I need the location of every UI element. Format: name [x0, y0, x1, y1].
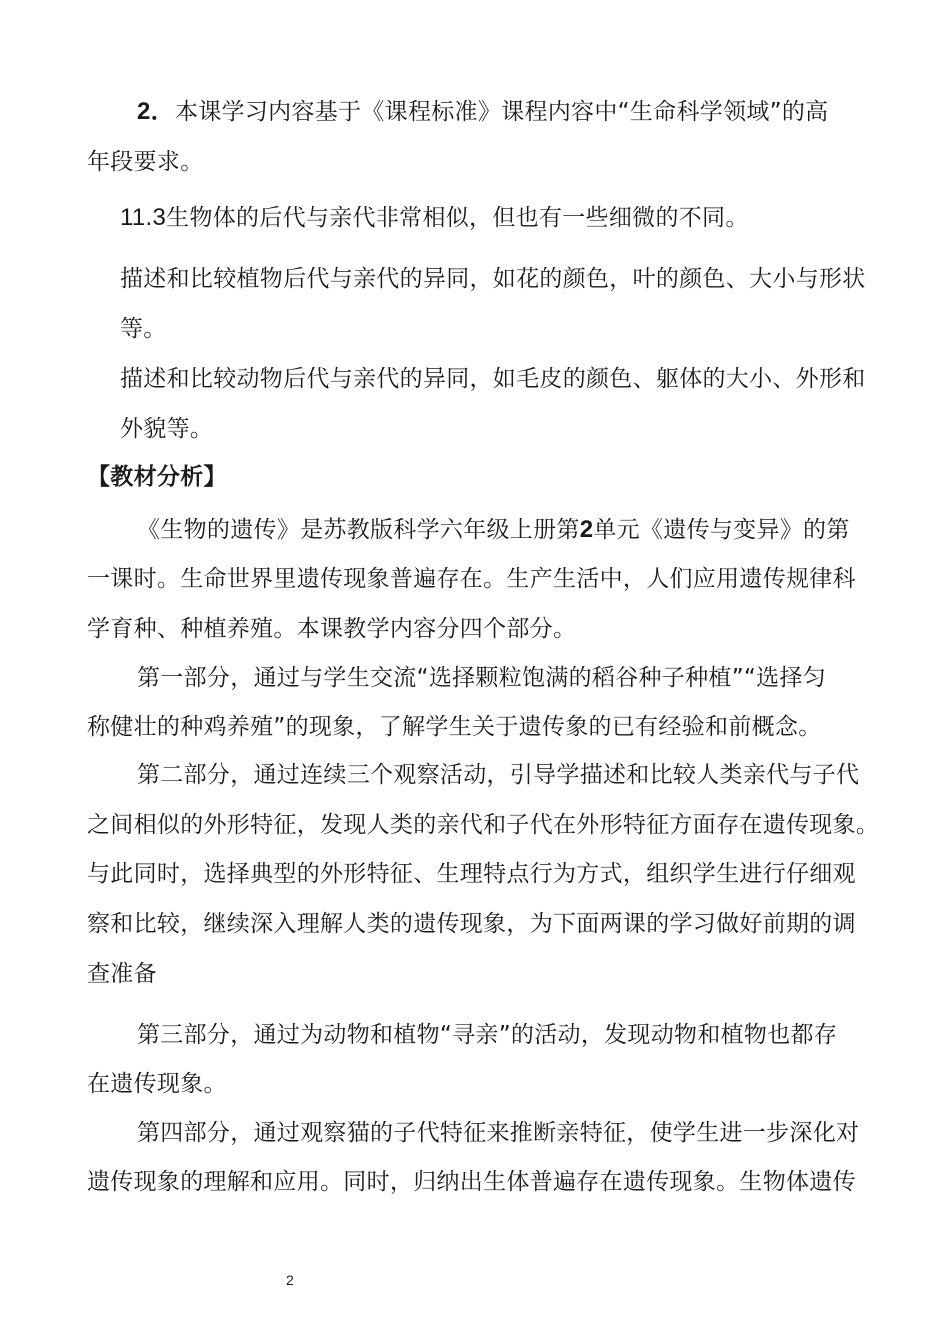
page-number: 2 — [286, 1272, 294, 1288]
intro-line-3: 学育种、种植养殖。本课教学内容分四个部分。 — [87, 616, 577, 642]
part2-line-1: 第二部分，通过连续三个观察活动，引导学描述和比较人类亲代与子代 — [137, 762, 860, 788]
part2-line-3: 与此同时，选择典型的外形特征、生理特点行为方式，组织学生进行仔细观 — [87, 861, 856, 887]
standard-text: 生物体的后代与亲代非常相似，但也有一些细微的不同。 — [166, 205, 749, 231]
part2-line-4: 察和比较，继续深入理解人类的遗传现象，为下面两课的学习做好前期的调 — [87, 911, 856, 937]
part4-line-2: 遗传现象的理解和应用。同时，归纳出生体普遍存在遗传现象。生物体遗传 — [87, 1169, 856, 1195]
section-2-text: 本课学习内容基于《课程标准》课程内容中“生命科学领域”的高 — [174, 99, 829, 125]
standard-line — [120, 203, 749, 233]
section-number: 2． — [137, 98, 175, 125]
part1-line-1: 第一部分，通过与学生交流“选择颗粒饱满的稻谷种子种植”“选择匀 — [137, 665, 827, 691]
section-2-line-2: 年段要求。 — [87, 149, 204, 175]
part1-line-2: 称健壮的种鸡养殖”的现象，了解学生关于遗传象的已有经验和前概念。 — [87, 714, 822, 740]
plant-line-1: 描述和比较植物后代与亲代的异同，如花的颜色，叶的颜色、大小与形状 — [120, 266, 866, 292]
unit-number: 2 — [579, 516, 594, 543]
part2-line-5: 查准备 — [87, 961, 157, 987]
part3-line-2: 在遗传现象。 — [87, 1071, 227, 1097]
part2-line-2: 之间相似的外形特征，发现人类的亲代和子代在外形特征方面存在遗传现象。 — [87, 812, 880, 838]
intro-text-b: 单元《遗传与变异》的第 — [593, 517, 850, 543]
part3-line-1: 第三部分，通过为动物和植物“寻亲”的活动，发现动物和植物也都存 — [137, 1022, 838, 1048]
animal-line-2: 外貌等。 — [120, 416, 214, 442]
part4-line-1: 第四部分，通过观察猫的子代特征来推断亲特征，使学生进一步深化对 — [137, 1120, 860, 1146]
intro-text-a: 《生物的遗传》是苏教版科学六年级上册第 — [137, 517, 580, 543]
analysis-heading: 【教材分析】 — [87, 464, 227, 490]
plant-line-2: 等。 — [120, 316, 167, 342]
intro-line-1 — [137, 515, 850, 545]
intro-line-2: 一课时。生命世界里遗传现象普遍存在。生产生活中，人们应用遗传规律科 — [87, 566, 856, 592]
animal-line-1: 描述和比较动物后代与亲代的异同，如毛皮的颜色、躯体的大小、外形和 — [120, 366, 866, 392]
standard-code: 11.3 — [120, 204, 167, 231]
section-2-line-1 — [137, 97, 828, 127]
